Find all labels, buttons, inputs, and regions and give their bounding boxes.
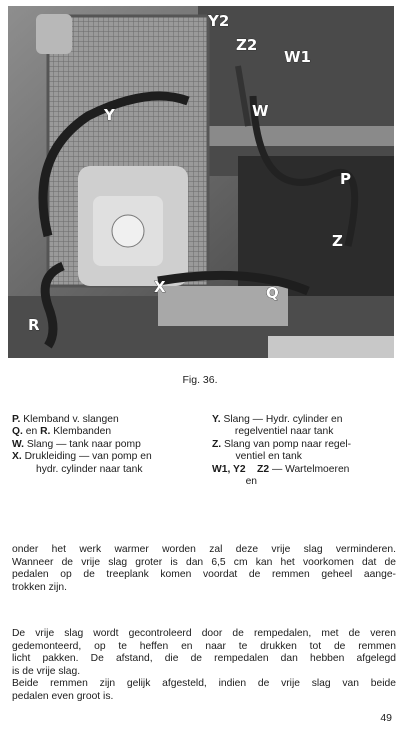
legend-key: R. (40, 426, 51, 438)
body-paragraph-1 (12, 544, 396, 594)
page-number: 49 (380, 712, 392, 724)
text-line: De vrije slag wordt gecontroleerd door de rempedalen, met de veren (12, 628, 396, 639)
legend-conjunction: en (245, 463, 260, 488)
callout-y: Y (104, 106, 115, 124)
callout-w1: W1 (284, 48, 311, 66)
text-line: pedalen even groot is. (12, 690, 114, 702)
text-line: trokken zijn. (12, 581, 67, 593)
text-line: onder het werk warmer worden zal deze vrije slag verminderen. (12, 544, 396, 555)
legend-item-z (212, 439, 396, 464)
legend-key: Y. (212, 414, 221, 425)
callout-p: P (340, 170, 351, 188)
callout-z: Z (332, 232, 343, 250)
legend-right (212, 414, 396, 488)
legend-text: — Wartelmoeren (269, 463, 350, 475)
text-line: Wanneer de vrije slag groter is dan 6,5 cm kan het voorkomen dat de (12, 556, 396, 568)
legend-key: W. (12, 438, 25, 450)
callout-y2: Y2 (208, 12, 230, 30)
legend-item-x (12, 451, 202, 476)
legend-key: Q. (12, 426, 23, 438)
text-line: gedemonteerd, op te heffen en naar te drukken tot de remmen (12, 640, 396, 652)
text-line: licht pakken. De afstand, die de rempedalen dan hebben afgelegd (12, 653, 396, 665)
text-line: pedalen op de treeplank komen voordat de remmen geheel aange- (12, 569, 396, 581)
legend-key: Z. (212, 438, 222, 450)
text-line: Beide remmen zijn gelijk afgesteld, indien de vrije slag van beide (12, 678, 396, 690)
legend-text: Klemband v. slangen (20, 414, 119, 425)
legend-key: Z2 (257, 463, 270, 475)
legend-left (12, 414, 202, 476)
figure-caption: Fig. 36. (182, 374, 218, 386)
body-paragraph-2 (12, 628, 396, 704)
callout-w: W (252, 102, 269, 120)
legend-item-w1-y2-z2 (212, 464, 396, 489)
text-line: is de vrije slag. (12, 665, 81, 677)
legend-item-q-r (12, 426, 202, 438)
legend-text: Drukleiding — van pomp en hydr. cylinder naar tank (24, 451, 152, 475)
callout-q: Q (266, 284, 279, 302)
engine-photo (8, 6, 394, 358)
legend-text: Slang van pomp naar regel- ventiel en tank (224, 438, 352, 463)
legend-text: Slang — Hydr. cylinder en regelventiel naar tank (223, 414, 343, 438)
legend-text: Slang — tank naar pomp (24, 438, 141, 450)
legend-key: X. (12, 451, 22, 463)
legend-text: Klembanden (50, 426, 112, 438)
callout-z2: Z2 (236, 36, 258, 54)
legend-key: P. (12, 414, 21, 425)
legend-item-w (12, 439, 202, 451)
legend-item-y (212, 414, 396, 439)
callout-r: R (28, 316, 40, 334)
legend-key: W1, Y2 (212, 463, 246, 475)
legend-item-p (12, 414, 202, 426)
legend-conjunction: en (22, 426, 41, 438)
callout-x: X (154, 278, 166, 296)
